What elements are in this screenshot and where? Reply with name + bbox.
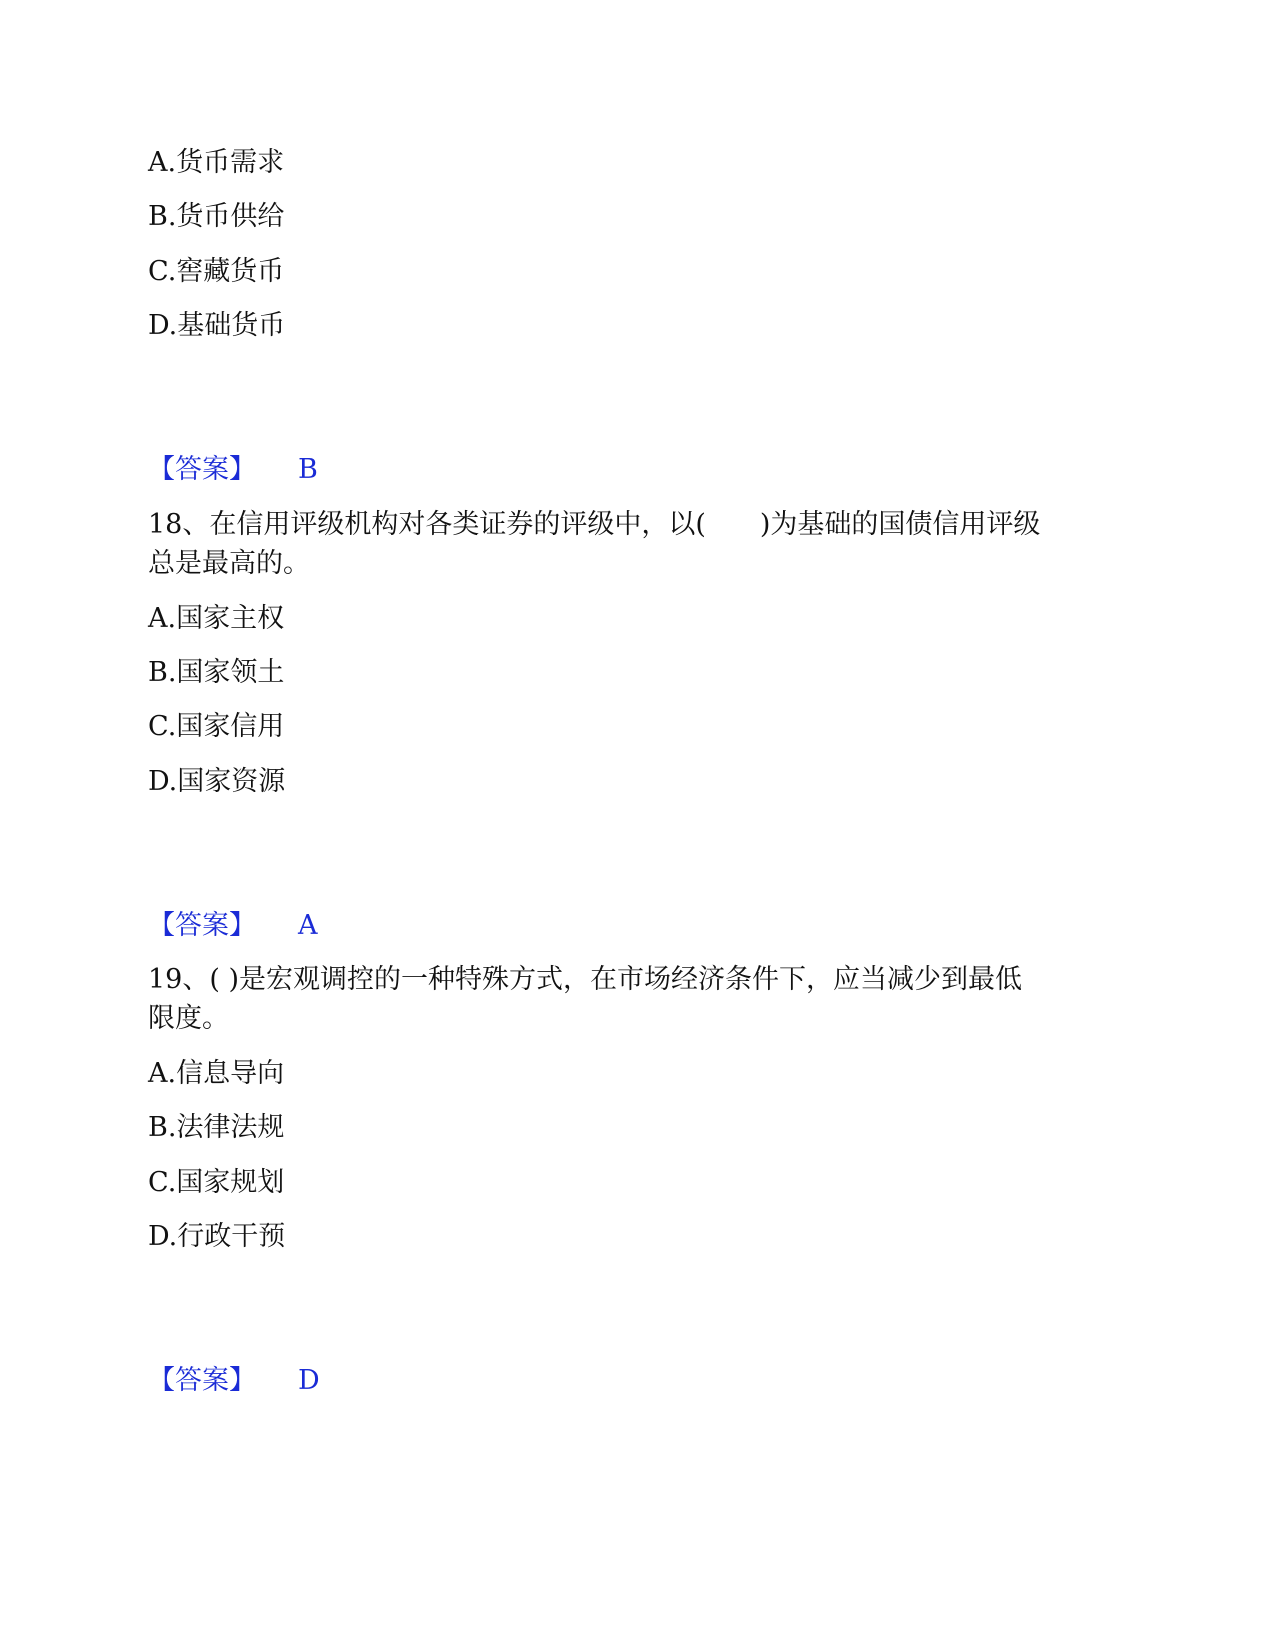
q18-option-b: B.国家领土: [148, 657, 285, 688]
q19-stem-line1: 19、( )是宏观调控的一种特殊方式，在市场经济条件下，应当减少到最低: [148, 964, 1023, 995]
q17-option-a: A.货币需求: [148, 147, 285, 178]
q18-option-a: A.国家主权: [148, 603, 285, 634]
q18-option-d: D.国家资源: [148, 766, 286, 797]
answer-value: D: [298, 1365, 320, 1396]
q19-answer: [148, 1364, 320, 1398]
q18-stem-line1: 18、在信用评级机构对各类证券的评级中，以( )为基础的国债信用评级: [148, 509, 1041, 540]
q19-option-c: C.国家规划: [148, 1167, 285, 1198]
q19-option-b: B.法律法规: [148, 1112, 285, 1143]
q19-stem-line2: 限度。: [148, 1003, 229, 1034]
q17-option-d: D.基础货币: [148, 310, 286, 341]
q18-stem-line2: 总是最高的。: [148, 548, 310, 579]
answer-value: B: [298, 454, 318, 485]
q18-option-c: C.国家信用: [148, 711, 285, 742]
q17-answer: [148, 453, 318, 487]
answer-label: 【答案】: [148, 454, 256, 485]
answer-value: A: [298, 910, 318, 941]
q18-answer: [148, 909, 318, 943]
q17-option-b: B.货币供给: [148, 201, 285, 232]
q19-option-a: A.信息导向: [148, 1058, 285, 1089]
answer-label: 【答案】: [148, 1365, 256, 1396]
q17-option-c: C.窖藏货币: [148, 256, 285, 287]
q19-option-d: D.行政干预: [148, 1221, 286, 1252]
answer-label: 【答案】: [148, 910, 256, 941]
